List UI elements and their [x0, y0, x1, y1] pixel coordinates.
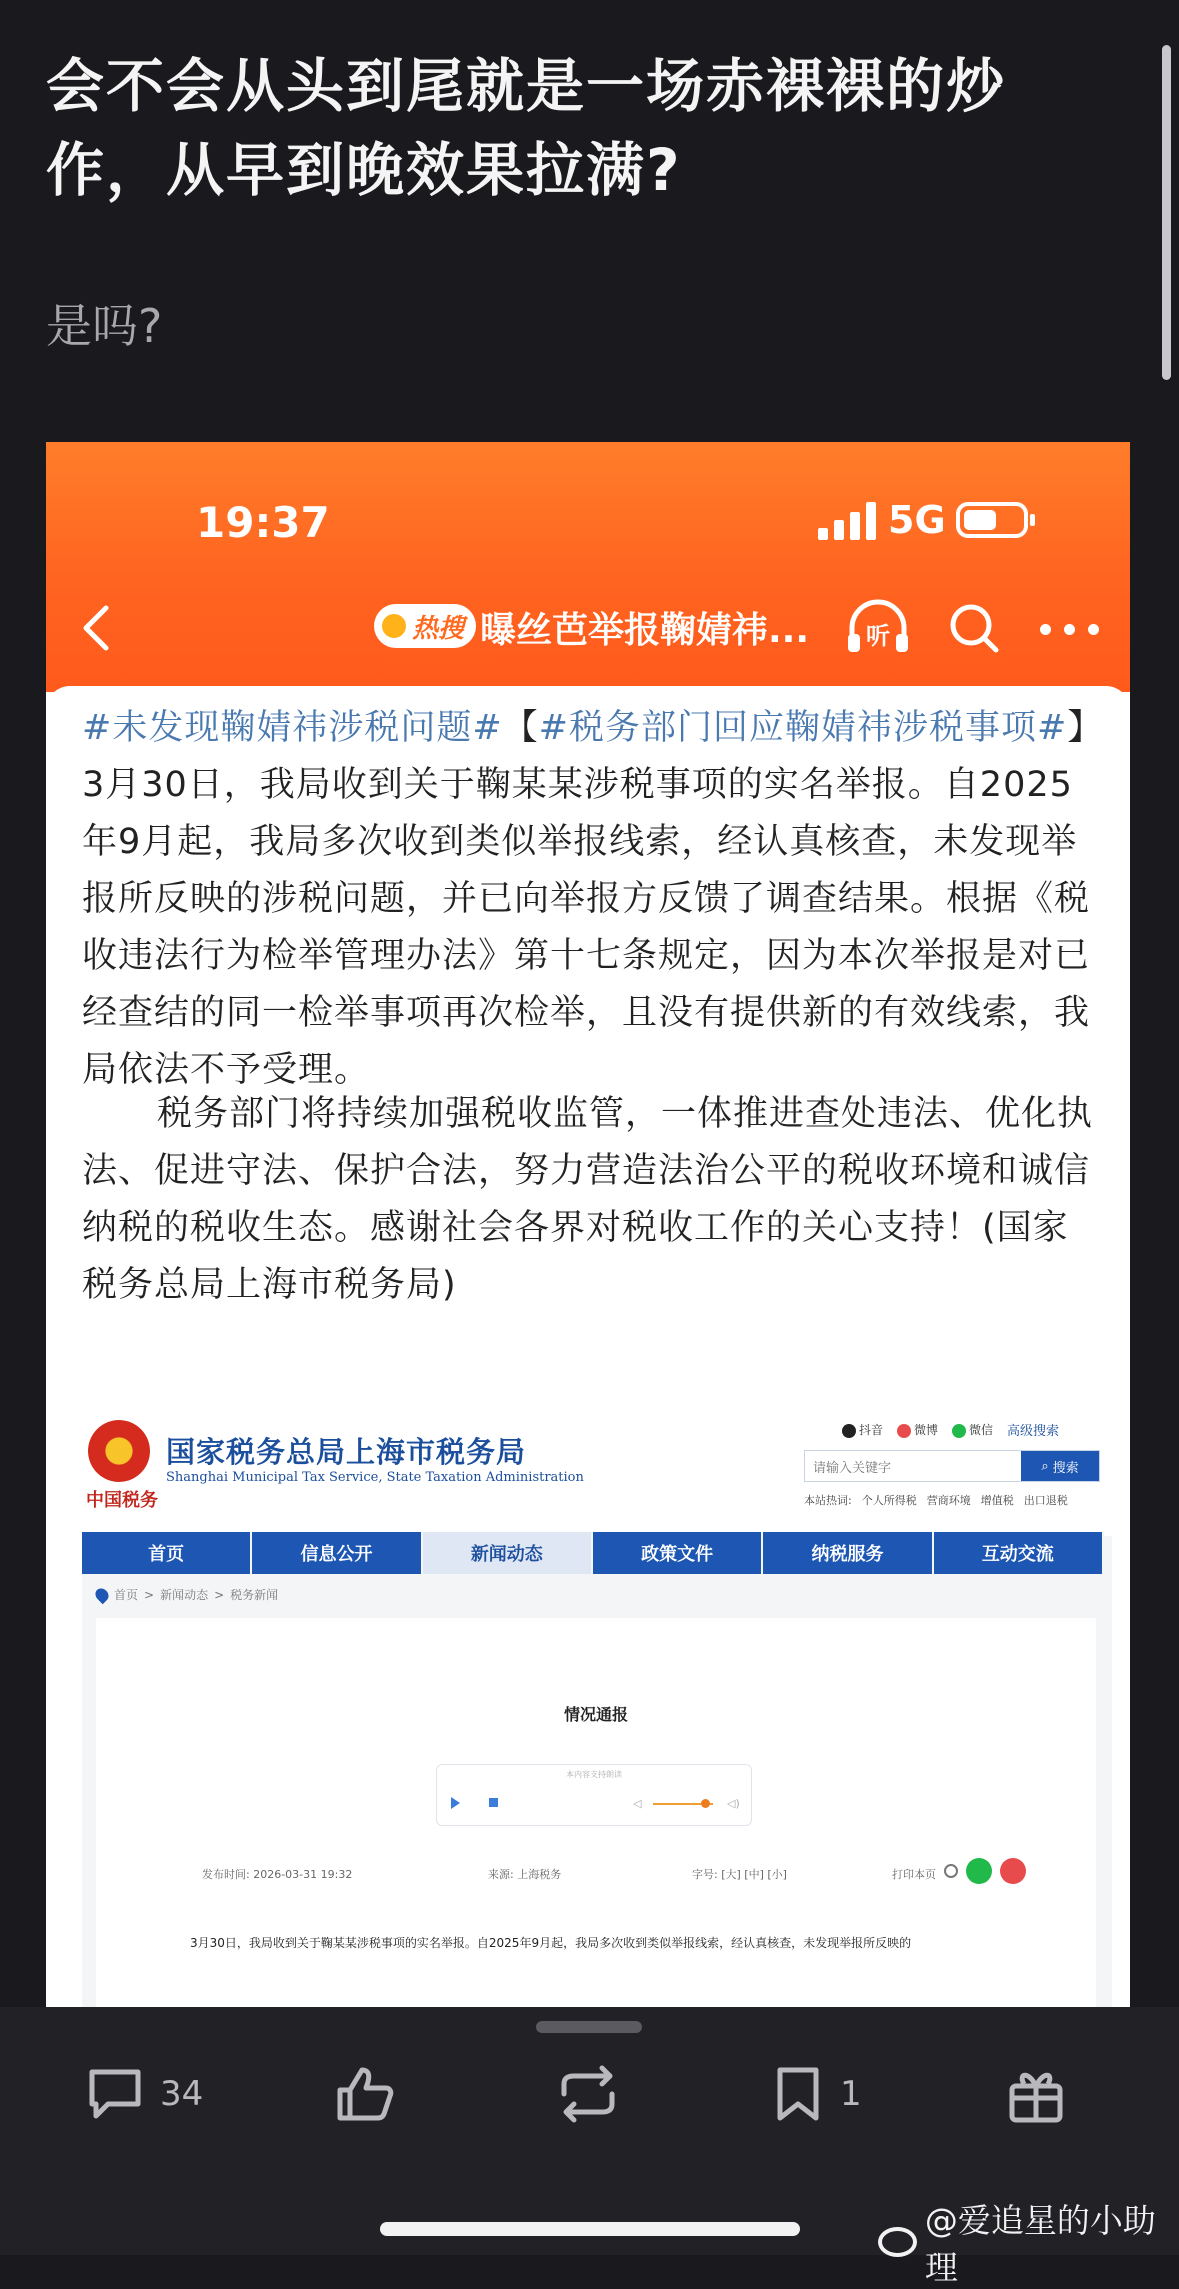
wechat-link[interactable]: 微信	[952, 1421, 993, 1438]
site-nav-news[interactable]: 新闻动态	[423, 1532, 593, 1574]
breadcrumb: 首页 > 新闻动态 > 税务新闻	[96, 1586, 278, 1603]
article-title: 情况通报	[563, 1705, 628, 1724]
magnifier-icon: ⌕	[1041, 1458, 1049, 1474]
weibo-watermark: @爱追星的小助理	[878, 2195, 1179, 2289]
bookmark-icon	[772, 2064, 824, 2124]
site-nav-home[interactable]: 首页	[82, 1532, 252, 1574]
page-scrollbar[interactable]	[1162, 45, 1171, 380]
weibo-link[interactable]: 微博	[897, 1421, 938, 1438]
article-body: 3月30日，我局收到关于鞠某某涉税事项的实名举报。自2025年9月起，我局多次收到类似举报线索，经认真核查，未发现举报所反映的	[190, 1936, 912, 1950]
hot-topic-title[interactable]: 曝丝芭举报鞠婧祎...	[480, 610, 810, 651]
post-title: 会不会从头到尾就是一场赤裸裸的炒作，从早到晚效果拉满?	[46, 52, 1007, 204]
site-nav-policy[interactable]: 政策文件	[593, 1532, 763, 1574]
volume-knob[interactable]	[701, 1799, 710, 1808]
stop-icon[interactable]	[489, 1798, 498, 1807]
site-header	[82, 1406, 1112, 1536]
network-type: 5G	[888, 498, 946, 542]
search-icon[interactable]	[946, 600, 1002, 656]
gift-icon	[1006, 2064, 1066, 2124]
hashtag-2[interactable]: #税务部门回应鞠婧祎涉税事项#	[538, 708, 1068, 748]
social-links	[842, 1420, 1059, 1439]
audio-player[interactable]: 本内容支持朗读 ◁ ◁)	[436, 1764, 752, 1826]
location-pin-icon	[93, 1585, 111, 1603]
listen-icon[interactable]	[844, 598, 912, 656]
gift-button[interactable]	[1006, 2057, 1066, 2131]
post-action-bar	[0, 2007, 1179, 2287]
flame-icon	[382, 614, 406, 638]
comment-count: 34	[160, 2074, 204, 2114]
tax-site-screenshot	[82, 1406, 1112, 2016]
site-title-en: Shanghai Municipal Tax Service, State Taxation Administration	[166, 1470, 584, 1485]
article-source: 来源: 上海税务	[488, 1868, 562, 1881]
embedded-screenshot[interactable]	[46, 442, 1130, 2007]
hashtag-1[interactable]: #未发现鞠婧祎涉税问题#	[82, 708, 503, 748]
weibo-post-body	[46, 686, 1130, 2007]
speaker-loud-icon: ◁)	[727, 1797, 740, 1810]
home-indicator[interactable]	[380, 2222, 800, 2236]
site-search-input[interactable]: 请输入关键字	[813, 1461, 892, 1476]
speaker-icon: ◁	[633, 1797, 642, 1810]
signal-icon	[818, 502, 876, 540]
site-search[interactable]	[804, 1450, 1100, 1482]
repost-button[interactable]	[554, 2057, 622, 2131]
post-text: 是吗?	[46, 299, 163, 353]
publish-time: 发布时间: 2026-03-31 19:32	[202, 1868, 353, 1881]
thumbs-up-icon	[334, 2064, 396, 2124]
battery-icon	[956, 502, 1028, 538]
collect-count: 1	[840, 2074, 862, 2114]
wechat-share-icon[interactable]	[966, 1858, 992, 1884]
article-panel	[96, 1618, 1096, 2028]
weibo-paragraph-1: #未发现鞠婧祎涉税问题#【#税务部门回应鞠婧祎涉税事项#】3月30日，我局收到关于鞠某某涉税事项的实名举报。自2025年9月起，我局多次收到类似举报线索，经认真核查，未发现举报所反映的涉税问题，并已向举报方反馈了调查结果。根据《税收违法行为检举管理办法》第十七条规定，因为本次举报是对已经查结的同一检举事项再次检举，且没有提供新的有效线索，我局依法不予受理。	[82, 708, 1091, 1090]
site-title: 国家税务总局上海市税务局	[166, 1435, 527, 1469]
play-icon[interactable]	[451, 1797, 460, 1809]
hot-search-badge: 热搜	[374, 604, 476, 648]
status-time: 19:37	[196, 498, 330, 547]
site-nav-interact[interactable]: 互动交流	[934, 1532, 1104, 1574]
collect-button[interactable]	[772, 2057, 862, 2131]
like-button[interactable]	[334, 2057, 396, 2131]
share-group	[944, 1858, 1026, 1884]
national-emblem-icon	[88, 1420, 150, 1482]
weibo-paragraph-2: 税务部门将持续加强税收监管，一体推进查处违法、优化执法、促进守法、保护合法，努力营造法治公平的税收环境和诚信纳税的税收生态。感谢社会各界对税收工作的关心支持！(国家税务总局上海市税务局)	[82, 1094, 1094, 1305]
emblem-caption: 中国税务	[86, 1490, 158, 1511]
svg-text:听: 听	[866, 622, 890, 650]
share-icon[interactable]	[944, 1864, 958, 1878]
more-icon[interactable]	[1040, 624, 1100, 636]
repost-icon	[554, 2066, 622, 2122]
print-link[interactable]: 打印本页	[892, 1868, 936, 1881]
weibo-logo-icon	[878, 2227, 917, 2257]
scroll-handle[interactable]	[536, 2021, 642, 2033]
hot-words: 本站热词: 个人所得税 营商环境 增值税 出口退税	[804, 1494, 1068, 1507]
site-nav	[82, 1532, 1104, 1574]
back-icon[interactable]	[76, 602, 116, 654]
douyin-link[interactable]: 抖音	[842, 1421, 883, 1438]
screenshot-header	[46, 442, 1130, 692]
font-size-switch[interactable]: 字号: [大] [中] [小]	[692, 1868, 787, 1881]
site-nav-service[interactable]: 纳税服务	[763, 1532, 933, 1574]
comment-button[interactable]	[86, 2057, 203, 2131]
weibo-share-icon[interactable]	[1000, 1858, 1026, 1884]
site-nav-info[interactable]: 信息公开	[252, 1532, 422, 1574]
advanced-search-link[interactable]: 高级搜索	[1007, 1424, 1060, 1439]
site-search-button[interactable]: ⌕ 搜索	[1021, 1451, 1099, 1481]
comment-icon	[86, 2066, 144, 2122]
